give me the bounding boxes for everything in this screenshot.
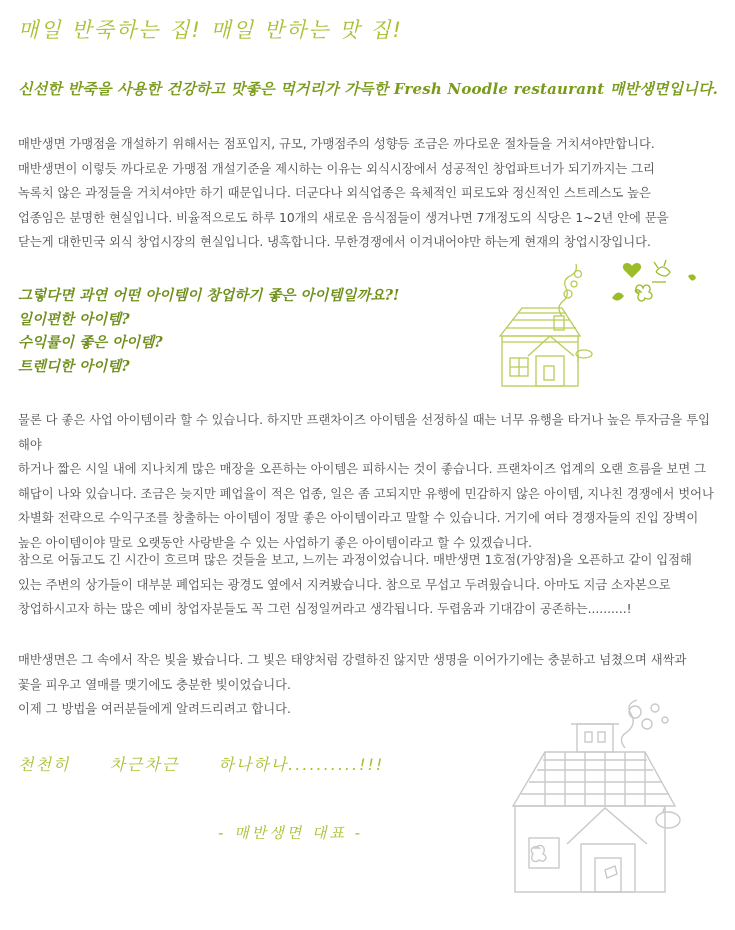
leaf-icon: [612, 292, 624, 300]
question-block: [18, 284, 478, 378]
closing-word: 천천히: [18, 755, 71, 774]
closing-word: 차근차근: [109, 755, 180, 774]
text-line: 매반생면은 그 속에서 작은 빛을 봤습니다. 그 빛은 태양처럼 강렬하진 않지만 생명을 이어가기에는 충분하고 넘쳤으며 새싹과: [18, 653, 687, 667]
text-line: 이제 그 방법을 여러분들에게 알려드리려고 합니다.: [18, 702, 291, 716]
text-line: 참으로 어둡고도 긴 시간이 흐르며 많은 것들을 보고, 느끼는 과정이었습니다. 매반생면 1호점(가양점)을 오픈하고 같이 입점해: [18, 553, 692, 567]
bird-icon: [654, 260, 670, 276]
house-outline-icon: [505, 688, 690, 900]
text-line: 꽃을 피우고 열매를 맺기에도 충분한 빛이었습니다.: [18, 677, 291, 692]
heart-icon: [623, 263, 641, 278]
text-line: 물론 다 좋은 사업 아이템이라 할 수 있습니다. 하지만 프랜차이즈 아이템을 선정하실 때는 너무 유행을 타거나 높은 투자금을 투입해야: [18, 413, 710, 452]
intro-paragraph: [18, 132, 718, 255]
flower-icon: [635, 285, 652, 301]
story-paragraph: [18, 548, 718, 622]
signature: - 매반생면 대표 -: [218, 824, 364, 842]
text-line: 있는 주변의 상가들이 대부분 폐업되는 광경도 옆에서 지켜봤습니다. 참으로 무섭고 두려웠습니다. 아마도 지금 소자본으로: [18, 577, 671, 592]
item-paragraph: [18, 408, 718, 555]
text-line: 해답이 나와 있습니다. 조금은 늦지만 폐업율이 적은 업종, 일은 좀 고되지만 유행에 민감하지 않은 아이템, 지나친 경쟁에서 벗어나: [18, 486, 714, 501]
text-line: 닫는게 대한민국 외식 창업시장의 현실입니다. 냉혹합니다. 무한경쟁에서 이겨내어야만 하는게 현재의 창업시장입니다.: [18, 235, 651, 249]
text-line: 매반생면 가맹점을 개설하기 위해서는 점포입지, 규모, 가맹점주의 성향등 조금은 까다로운 절차들을 거치셔야만합니다.: [18, 137, 655, 151]
text-line: 창업하시고자 하는 많은 예비 창업자분들도 꼭 그런 심정일꺼라고 생각됩니다. 두렵움과 기대감이 공존하는..........!: [18, 602, 632, 616]
closing-phrase: [18, 752, 416, 775]
text-line: 차별화 전략으로 수익구조를 창출하는 아이템이 정말 좋은 아이템이라고 말할 수 있습니다. 거기에 여타 경쟁자들의 진입 장벽이: [18, 511, 699, 525]
text-line: 매반생면이 이렇듯 까다로운 가맹점 개설기준을 제시하는 이유는 외식시장에서 성공적인 창업파트너가 되기까지는 그리: [18, 161, 655, 176]
house-sketch-icon: [492, 258, 702, 398]
question-line: 트렌디한 아이템?: [18, 357, 130, 375]
text-line: 녹록치 않은 과정들을 거치셔야만 하기 때문입니다. 더군다나 외식업종은 육체적인 피로도와 정신적인 스트레스도 높은: [18, 186, 651, 200]
text-line: 업종임은 분명한 현실입니다. 비율적으로도 하루 10개의 새로운 음식점들이 생겨나면 7개정도의 식당은 1~2년 안에 문을: [18, 210, 669, 225]
question-line: 수익률이 좋은 아이템?: [18, 334, 163, 351]
text-line: 하거나 짧은 시일 내에 지나치게 많은 매장을 오픈하는 아이템은 피하시는 것이 좋습니다. 프랜차이즈 업계의 오랜 흐름을 보면 그: [18, 462, 707, 476]
question-line: 그렇다면 과연 어떤 아이템이 창업하기 좋은 아이템일까요?!: [18, 287, 400, 304]
question-line: 일이편한 아이템?: [18, 310, 130, 328]
page-subtitle: 신선한 반죽을 사용한 건강하고 맛좋은 먹거리가 가득한 Fresh Noodle restaurant 매반생면입니다.: [18, 80, 719, 98]
closing-word: 하나하나..........!!!: [218, 755, 385, 774]
text-line: 높은 아이템이야 말로 오랫동안 사랑받을 수 있는 사업하기 좋은 아이템이라고 할 수 있겠습니다.: [18, 535, 533, 550]
leaf-icon: [688, 274, 696, 280]
page-title: 매일 반죽하는 집! 매일 반하는 맛 집!: [18, 18, 403, 42]
